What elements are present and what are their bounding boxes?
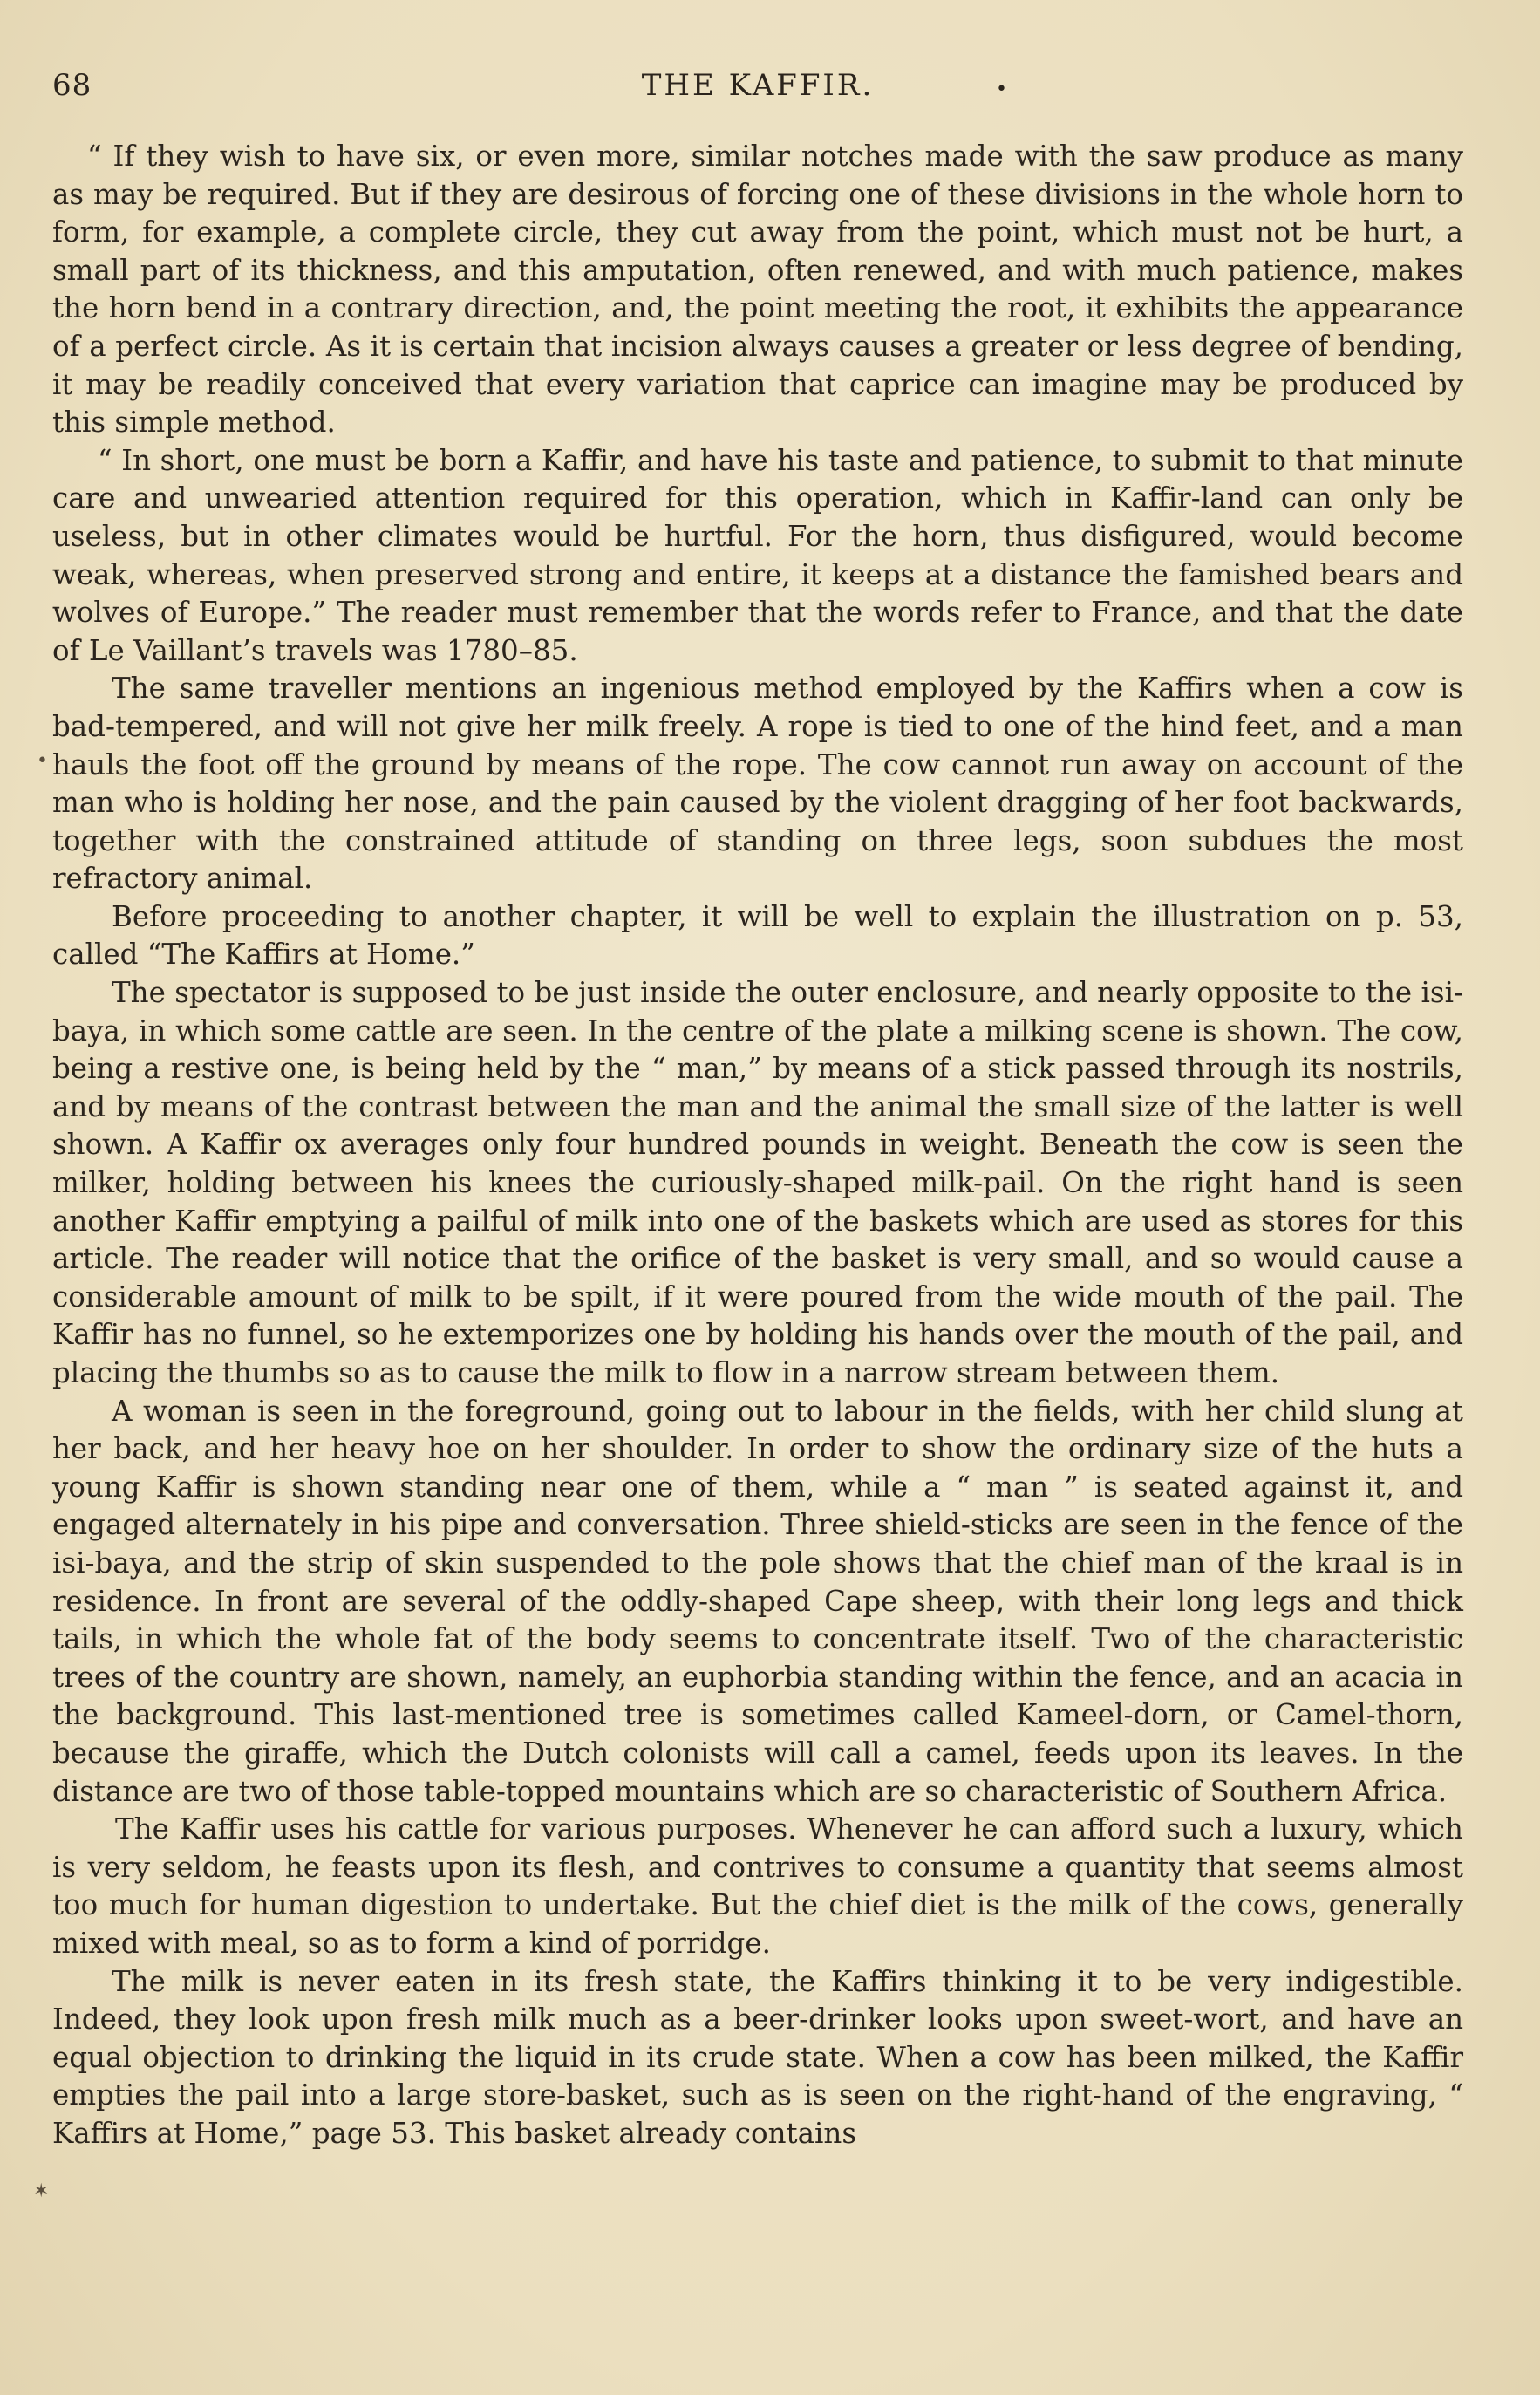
paragraph-born-a-kaffir: “ In short, one must be born a Kaffir, and have his taste and patience, to submit to that minute care and unwearied attention required for this operation, which in Kaffir-land can only be useless, but in other climates would be hurtful. For the horn, thus disfigured, would become weak, whereas, when preserved strong and entire, it keeps at a distance the famished bears and wolves of Europe.” The reader must remember that the words refer to France, and that the date of Le Vaillant’s travels was 1780–85. xyxy=(52,443,1463,667)
margin-mark-star: ✶ xyxy=(33,2180,50,2202)
page-header xyxy=(52,68,1463,112)
paragraph-cattle-uses: The Kaffir uses his cattle for various purposes. Whenever he can afford such a luxury, which is very seldom, he feasts upon its flesh, and contrives to consume a quantity that seems almost too much for human digestion to undertake. But the chief diet is the milk of the cows, generally mixed with meal, so as to form a kind of porridge. xyxy=(52,1812,1463,1960)
paragraph-milking-method: The same traveller mentions an ingenious method employed by the Kaffirs when a cow is bad-tempered, and will not give her milk freely. A rope is tied to one of the hind feet, and a man hauls the foot off the ground by means of the rope. The cow cannot run away on account of the man who is holding her nose, and the pain caused by the violent dragging of her foot backwards, together with the constrained attitude of standing on three legs, soon subdues the most refractory animal. xyxy=(52,672,1463,896)
paragraph-spectator: The spectator is supposed to be just inside the outer enclosure, and nearly opposite to the isi-baya, in which some cattle are seen. In the centre of the plate a milking scene is shown. The cow, being a restive one, is being held by the “ man,” by means of a stick passed through its nostrils, and by means of the contrast between the man and the animal the small size of the latter is well shown. A Kaffir ox averages only four hundred pounds in weight. Beneath the cow is seen the milker, holding between his knees the curiously-shaped milk-pail. On the right hand is seen another Kaffir emptying a pailful of milk into one of the baskets which are used as stores for this article. The reader will notice that the orifice of the basket is very small, and so would cause a considerable amount of milk to be spilt, if it were poured from the wide mouth of the pail. The Kaffir has no funnel, so he extemporizes one by holding his hands over the mouth of the pail, and placing the thumbs so as to cause the milk to flow in a narrow stream between them. xyxy=(52,976,1463,1389)
margin-mark-bullet: • xyxy=(37,750,48,772)
header-ornament: • xyxy=(996,78,1007,100)
body-text xyxy=(52,138,1463,2153)
page-number: 68 xyxy=(52,68,92,103)
paragraph-horn-notches: “ If they wish to have six, or even more, similar notches made with the saw produce as many as may be required. But if they are desirous of forcing one of these divisions in the whole horn to form, for example, a complete circle, they cut away from the point, which must not be hurt, a small part of its thickness, and this amputation, often renewed, and with much patience, makes the horn bend in a contrary direction, and, the point meeting the root, it exhibits the appearance of a perfect circle. As it is certain that incision always causes a greater or less degree of bending, it may be readily conceived that every variation that caprice can imagine may be produced by this simple method. xyxy=(52,140,1463,440)
paragraph-illustration-intro: Before proceeding to another chapter, it will be well to explain the illustration on p. 53, called “The Kaffirs at Home.” xyxy=(52,899,1463,972)
paragraph-woman-foreground: A woman is seen in the foreground, going out to labour in the fields, with her child slung at her back, and her heavy hoe on her shoulder. In order to show the ordinary size of the huts a young Kaffir is shown standing near one of them, while a “ man ” is seated against it, and engaged alternately in his pipe and conversation. Three shield-sticks are seen in the fence of the isi-baya, and the strip of skin suspended to the pole shows that the chief man of the kraal is in residence. In front are several of the oddly-shaped Cape sheep, with their long legs and thick tails, in which the whole fat of the body seems to concentrate itself. Two of the characteristic trees of the country are shown, namely, an euphorbia standing within the fence, and an acacia in the background. This last-mentioned tree is sometimes called Kameel-dorn, or Camel-thorn, because the giraffe, which the Dutch colonists will call a camel, feeds upon its leaves. In the distance are two of those table-topped mountains which are so characteristic of Southern Africa. xyxy=(52,1394,1463,1808)
running-head: THE KAFFIR. xyxy=(641,68,875,103)
paragraph-milk-preparation: The milk is never eaten in its fresh state, the Kaffirs thinking it to be very indigestible. Indeed, they look upon fresh milk much as a beer-drinker looks upon sweet-wort, and have an equal objection to drinking the liquid in its crude state. When a cow has been milked, the Kaffir empties the pail into a large store-basket, such as is seen on the right-hand of the engraving, “ Kaffirs at Home,” page 53. This basket already contains xyxy=(52,1964,1463,2150)
